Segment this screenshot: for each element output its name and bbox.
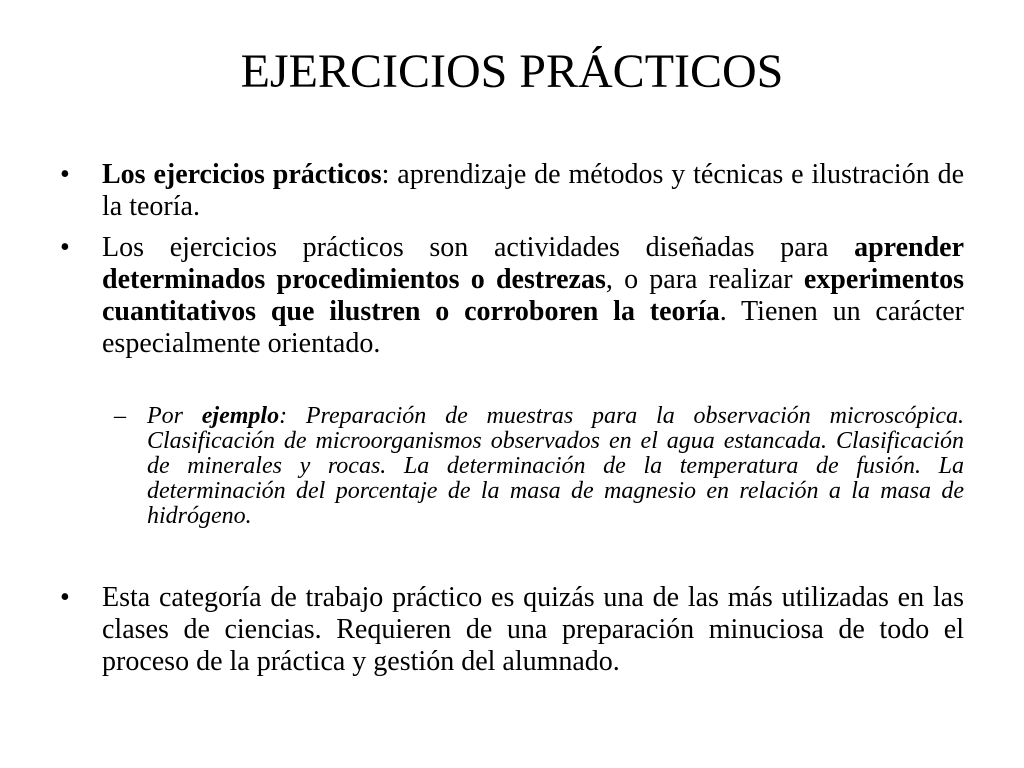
sub-bullet-item-1	[114, 404, 964, 529]
bullet-text-2	[102, 232, 964, 360]
bullet-text-3: Esta categoría de trabajo práctico es quizás una de las más utilizadas en las clases de ciencias. Requieren de una preparación minuciosa de todo el proceso de la práctica y gestión del alumnado.	[102, 582, 964, 677]
bullet-1-bold: Los ejercicios prácticos	[102, 159, 382, 190]
bullet-marker: •	[60, 159, 70, 190]
bullet-2-bold-2: experimentos cuantitativos que ilustren o corroboren la teoría	[102, 264, 964, 327]
sub-1-part-1: Por	[147, 403, 202, 429]
slide-title: EJERCICIOS PRÁCTICOS	[240, 45, 784, 98]
bullet-1-rest: : aprendizaje de métodos y técnicas e ilustración de la teoría.	[102, 159, 964, 222]
sub-1-part-2: : Preparación de muestras para la observación microscópica. Clasificación de microorganismos observados en el agua estancada. Clasificación de minerales y rocas. La determinación de la temperatura de fusión. La determinación del porcentaje de la masa de magnesio en relación a la masa de hidrógeno.	[147, 403, 964, 529]
bullet-item-3	[60, 582, 964, 678]
sub-bullet-text-1	[147, 404, 964, 529]
bullet-2-part-2: , o para realizar	[605, 264, 804, 295]
sub-1-bold: ejemplo	[201, 403, 280, 429]
bullet-item-2	[60, 232, 964, 360]
bullet-2-bold-1: aprender determinados procedimientos o destrezas	[102, 232, 964, 295]
sub-bullet-marker: –	[114, 403, 126, 429]
bullet-marker: •	[60, 582, 70, 613]
bullet-marker: •	[60, 232, 70, 263]
bullet-text-1	[102, 159, 964, 223]
bullet-2-part-3: . Tienen un carácter especialmente orientado.	[102, 296, 964, 359]
bullet-item-1	[60, 159, 964, 223]
bullet-2-part-1: Los ejercicios prácticos son actividades diseñadas para	[102, 232, 855, 263]
